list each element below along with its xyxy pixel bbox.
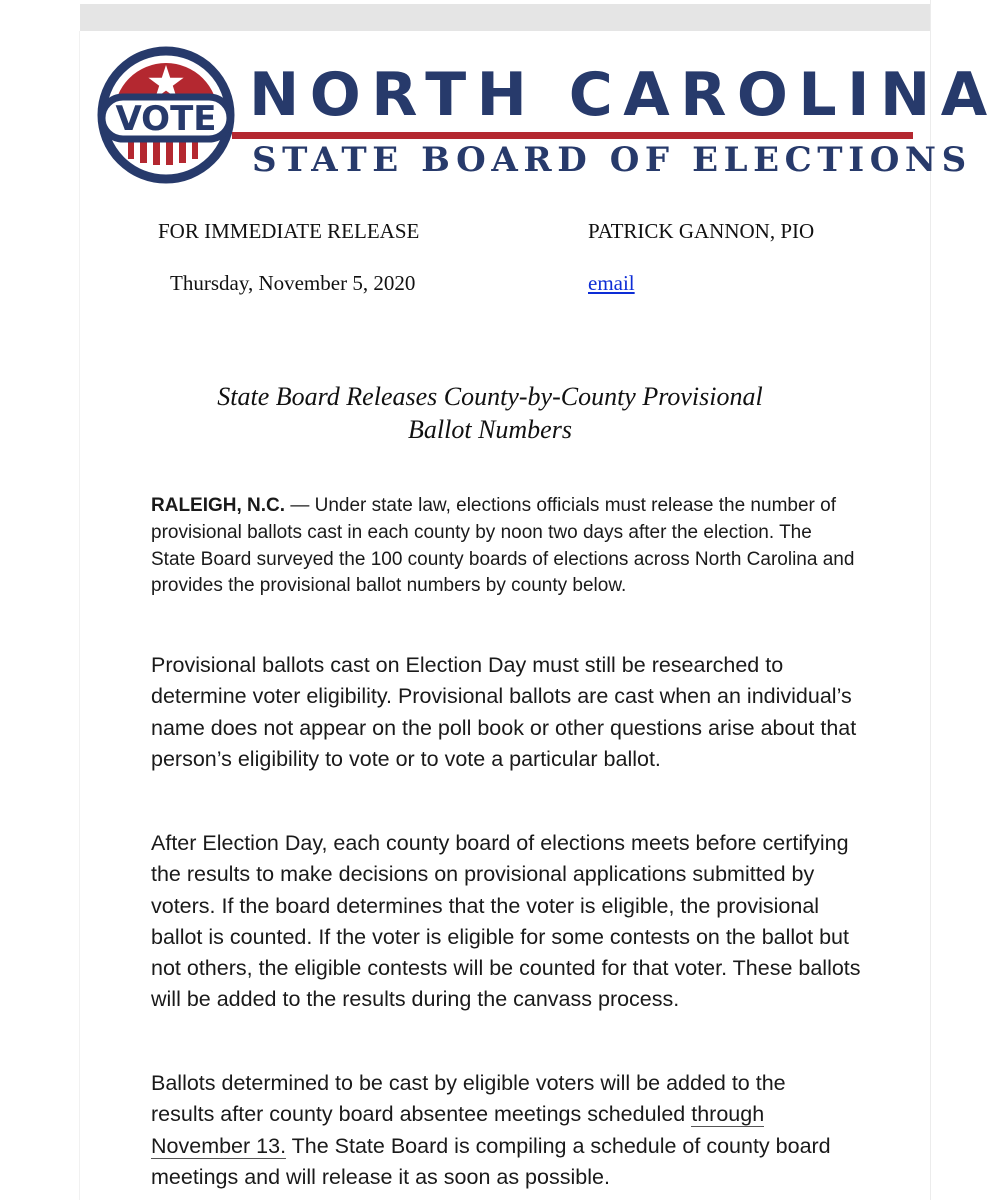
badge-text: VOTE: [115, 99, 217, 139]
meetings-schedule-link[interactable]: through November 13.: [151, 1102, 765, 1158]
vote-badge-icon: [96, 45, 236, 185]
dateline: RALEIGH, N.C.: [151, 495, 286, 516]
page-edge-right: [930, 0, 931, 1200]
paragraph-2: Provisional ballots cast on Election Day must still be researched to determine voter eligibility. Provisional ballots are cast when an individual’s name does not appear on the poll book or other questions arise about that person’s eligibility to vote or to vote a particular ballot.: [151, 653, 857, 771]
paragraph-1: [151, 493, 861, 600]
headline: [150, 380, 830, 446]
logo-divider: [232, 132, 913, 139]
paragraph-4-text-start: Ballots determined to be cast by eligible voters will be added to the results after county board absentee meetings scheduled: [151, 1071, 786, 1127]
release-label: FOR IMMEDIATE RELEASE: [158, 219, 420, 243]
paragraph-4: [151, 1068, 851, 1193]
paragraph-3: After Election Day, each county board of elections meets before certifying the results to make decisions on provisional applications submitted by voters. If the board determines that the voter is eligible, the provisional ballot is counted. If the voter is eligible for some contests on the ballot but not others, the eligible contests will be counted for that voter. These ballots will be added to the results during the canvass process.: [151, 831, 861, 1012]
nc-board-of-elections-logo: [96, 45, 998, 185]
logo-title: NORTH CAROLINA: [249, 60, 998, 130]
release-date: Thursday, November 5, 2020: [170, 271, 416, 295]
email-link[interactable]: email: [588, 271, 635, 295]
top-bar: [80, 4, 931, 31]
contact-name: PATRICK GANNON, PIO: [588, 219, 815, 243]
paragraph-1-text: — Under state law, elections officials must release the number of provisional ballots cast in each county by noon two days after the election. The State Board surveyed the 100 county boards of elections across North Carolina and provides the provisional ballot numbers by county below.: [151, 495, 855, 597]
headline-line-2: Ballot Numbers: [408, 415, 572, 444]
headline-line-1: State Board Releases County-by-County Provisional: [217, 382, 763, 411]
page-edge-left: [79, 31, 80, 1200]
logo-subtitle: STATE BOARD OF ELECTIONS: [252, 140, 972, 180]
paragraph-4-text-end: The State Board is compiling a schedule of county board meetings and will release it as soon as possible.: [151, 1133, 831, 1189]
